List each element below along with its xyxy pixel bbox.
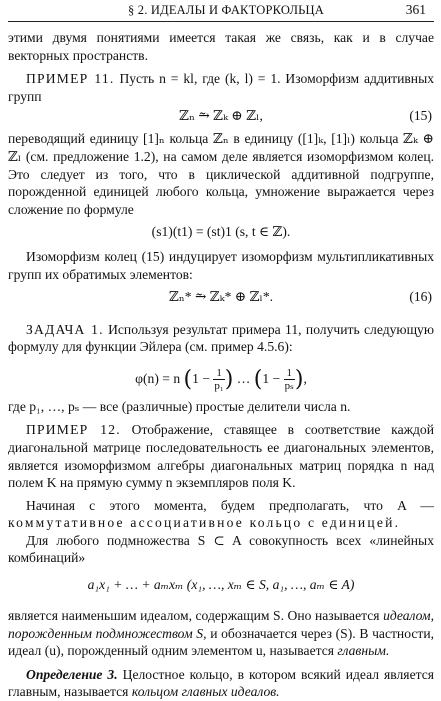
paren-open-2: ( bbox=[253, 366, 263, 392]
paragraph-intro: этими двумя понятиями имеется такая же связь, как и в случае векторных пространств. bbox=[8, 30, 434, 63]
ideal-term: идеалом, порожденным подмножеством S, bbox=[8, 608, 434, 641]
example-11-text: Пусть n = kl, где (k, l) = 1. Изоморфизм аддитивных групп bbox=[8, 71, 434, 104]
header-rule bbox=[8, 21, 434, 22]
equation-16 bbox=[8, 289, 434, 315]
page-number: 361 bbox=[405, 2, 426, 17]
example-12 bbox=[8, 421, 434, 491]
fraction-1-numerator: 1 bbox=[213, 367, 224, 380]
task-1-text: Используя результат примера 11, получить следующую формулу для функции Эйлера (см. пример 4.5.6): bbox=[8, 321, 434, 355]
equation-15-number: (15) bbox=[409, 108, 432, 124]
example-12-text: Отображение, ставящее в соответствие каждой диагональной матрице последовательность ее диагональных элементов, является изоморфизмом алгебры диагональных матриц порядка n над полем K на прямую сумму n экземпляров поля K. bbox=[8, 422, 434, 491]
definition-3-term: кольцом главных идеалов. bbox=[131, 684, 280, 700]
paren-close-2: ) bbox=[294, 366, 304, 392]
example-11-continuation: переводящий единицу [1]ₙ кольца ℤₙ в единицу ([1]ₖ, [1]ₗ) кольца ℤₖ ⊕ ℤₗ (см. предложение 1.2), на самом деле является изоморфизмом колец. Это следует из того, что в циклической аддитивной подгруппе, порожденной единицей любого кольца, умножение выражается через сложение по формуле bbox=[8, 131, 434, 217]
equation-16-body: ℤₙ* ⥲ ℤₖ* ⊕ ℤₗ*. bbox=[168, 288, 274, 304]
equation-multiplication bbox=[8, 224, 434, 248]
subset-paragraph: Для любого подмножества S ⊂ A совокупность всех «линейных комбинаций» bbox=[8, 532, 434, 566]
euler-fraction-1 bbox=[213, 367, 224, 392]
euler-fraction-2 bbox=[284, 367, 295, 392]
euler-one-minus-1: 1 − bbox=[192, 370, 210, 386]
euler-lhs: φ(n) = n bbox=[135, 370, 181, 386]
commutative-text: Начиная с этого момента, будем предполагать, что A — bbox=[26, 497, 434, 513]
example-11-intro bbox=[8, 70, 434, 105]
definition-3-text: Целостное кольцо, в котором всякий идеал является главным, называется bbox=[8, 666, 434, 700]
ideal-paragraph bbox=[8, 607, 434, 660]
fraction-1-denominator: p₁ bbox=[214, 380, 224, 393]
euler-end: , bbox=[303, 370, 307, 386]
principal-term: главным. bbox=[337, 643, 390, 659]
task-1 bbox=[8, 321, 434, 356]
task-1-tail: где p₁, …, pₛ — все (различные) простые делители числа n. bbox=[8, 398, 351, 414]
running-header bbox=[8, 0, 434, 23]
example-11-induced: Изоморфизм колец (15) индуцирует изоморфизм мультипликативных групп их обратимых элементов: bbox=[8, 249, 434, 282]
euler-formula bbox=[8, 360, 434, 398]
equation-15 bbox=[8, 108, 434, 130]
paren-close-1: ) bbox=[224, 366, 234, 392]
example-11-label: ПРИМЕР 11. bbox=[26, 71, 115, 87]
equation-multiplication-body: (s1)(t1) = (st)1 (s, t ∈ ℤ). bbox=[151, 224, 291, 240]
linear-combination-body: a₁x₁ + … + aₘxₘ (x₁, …, xₘ ∈ S, a₁, …, aₘ ∈ A) bbox=[87, 577, 355, 593]
euler-dots: … bbox=[236, 370, 251, 386]
equation-16-number: (16) bbox=[409, 288, 432, 304]
example-12-label: ПРИМЕР 12. bbox=[26, 422, 121, 438]
definition-3-label: Определение 3. bbox=[26, 666, 118, 682]
running-title: § 2. ИДЕАЛЫ И ФАКТОРКОЛЬЦА bbox=[128, 3, 324, 17]
fraction-2-denominator: pₛ bbox=[284, 380, 294, 393]
commutative-ring-spaced: коммутативное ассоциативное кольцо с единицей. bbox=[8, 515, 401, 531]
paren-open-1: ( bbox=[183, 366, 193, 392]
task-1-label: ЗАДАЧА 1. bbox=[26, 321, 104, 337]
linear-combination bbox=[8, 577, 434, 607]
commutative-assumption bbox=[8, 497, 434, 532]
fraction-2-numerator: 1 bbox=[284, 367, 295, 380]
ideal-text-c: и обозначается через (S). В частности, идеал (u), порожденный одним элементом u, называется bbox=[8, 625, 434, 659]
definition-3 bbox=[8, 666, 434, 701]
ideal-text-a: является наименьшим идеалом, содержащим S. Оно называется bbox=[8, 608, 380, 624]
euler-one-minus-2: 1 − bbox=[262, 370, 281, 386]
equation-15-body: ℤₙ ⥲ ℤₖ ⊕ ℤₗ, bbox=[179, 108, 263, 124]
